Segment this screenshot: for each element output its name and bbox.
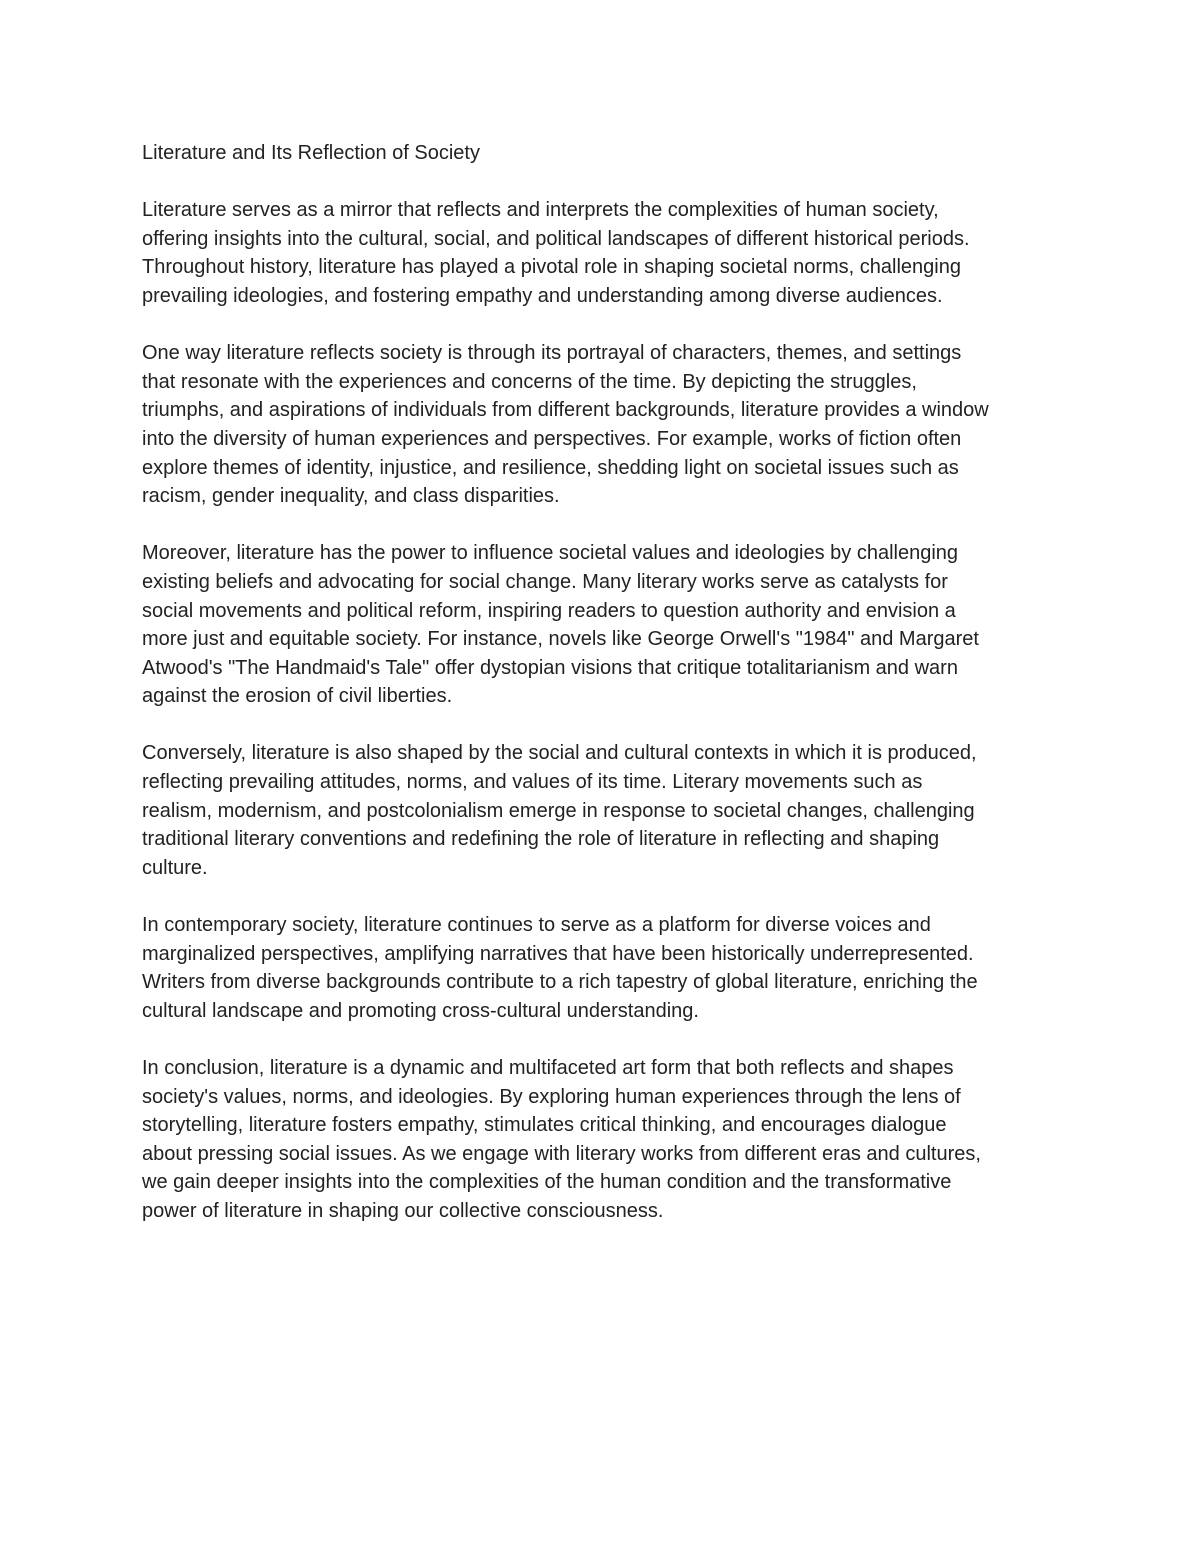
paragraph-line: social movements and political reform, inspiring readers to question authority and envision a [142, 599, 956, 622]
paragraph-line: power of literature in shaping our collective consciousness. [142, 1199, 664, 1222]
paragraph-line: cultural landscape and promoting cross-cultural understanding. [142, 999, 699, 1022]
paragraph-3 [142, 539, 1067, 711]
paragraph-line: Writers from diverse backgrounds contribute to a rich tapestry of global literature, enriching the [142, 971, 978, 994]
paragraph-line: we gain deeper insights into the complexities of the human condition and the transformative [142, 1171, 952, 1194]
paragraph-line: marginalized perspectives, amplifying narratives that have been historically underrepresented. [142, 942, 974, 965]
document-body [142, 139, 1067, 1254]
paragraph-line: culture. [142, 856, 208, 879]
paragraph-line: reflecting prevailing attitudes, norms, and values of its time. Literary movements such as [142, 771, 923, 794]
paragraph-line: prevailing ideologies, and fostering empathy and understanding among diverse audiences. [142, 284, 943, 307]
paragraph-line: In conclusion, literature is a dynamic and multifaceted art form that both reflects and shapes [142, 1057, 954, 1079]
paragraph-line: racism, gender inequality, and class disparities. [142, 485, 560, 508]
paragraph-line: Moreover, literature has the power to influence societal values and ideologies by challenging [142, 542, 959, 565]
paragraph-line: In contemporary society, literature continues to serve as a platform for diverse voices and [142, 914, 931, 937]
paragraph-line: existing beliefs and advocating for social change. Many literary works serve as catalysts for [142, 570, 948, 593]
paragraph-line: Throughout history, literature has played a pivotal role in shaping societal norms, challenging [142, 256, 961, 279]
paragraph-line: Literature serves as a mirror that reflects and interprets the complexities of human society, [142, 199, 939, 222]
paragraph-line: Atwood's "The Handmaid's Tale" offer dystopian visions that critique totalitarianism and warn [142, 656, 958, 679]
paragraph-line: Conversely, literature is also shaped by the social and cultural contexts in which it is produced, [142, 742, 977, 765]
paragraph-line: One way literature reflects society is through its portrayal of characters, themes, and settings [142, 342, 962, 365]
document-title: Literature and Its Reflection of Society [142, 142, 480, 164]
paragraph-2 [142, 339, 1067, 511]
paragraph-line: offering insights into the cultural, social, and political landscapes of different historical periods. [142, 227, 970, 250]
paragraph-line: traditional literary conventions and redefining the role of literature in reflecting and shaping [142, 828, 940, 851]
paragraph-line: that resonate with the experiences and concerns of the time. By depicting the struggles, [142, 370, 917, 393]
paragraph-line: against the erosion of civil liberties. [142, 685, 453, 708]
paragraph-line: explore themes of identity, injustice, and resilience, shedding light on societal issues such as [142, 456, 959, 479]
paragraph-line: into the diversity of human experiences and perspectives. For example, works of fiction often [142, 427, 962, 450]
paragraph-4 [142, 739, 1067, 882]
paragraph-line: triumphs, and aspirations of individuals from different backgrounds, literature provides a window [142, 399, 989, 422]
paragraph-5 [142, 911, 1067, 1025]
paragraph-6 [142, 1054, 1067, 1226]
paragraph-1 [142, 196, 1067, 310]
paragraph-line: about pressing social issues. As we engage with literary works from different eras and cultures, [142, 1142, 981, 1165]
paragraph-line: realism, modernism, and postcolonialism emerge in response to societal changes, challenging [142, 799, 975, 822]
paragraph-line: storytelling, literature fosters empathy, stimulates critical thinking, and encourages dialogue [142, 1114, 947, 1137]
paragraph-line: more just and equitable society. For instance, novels like George Orwell's "1984" and Margaret [142, 628, 979, 651]
paragraph-line: society's values, norms, and ideologies. By exploring human experiences through the lens of [142, 1085, 961, 1108]
